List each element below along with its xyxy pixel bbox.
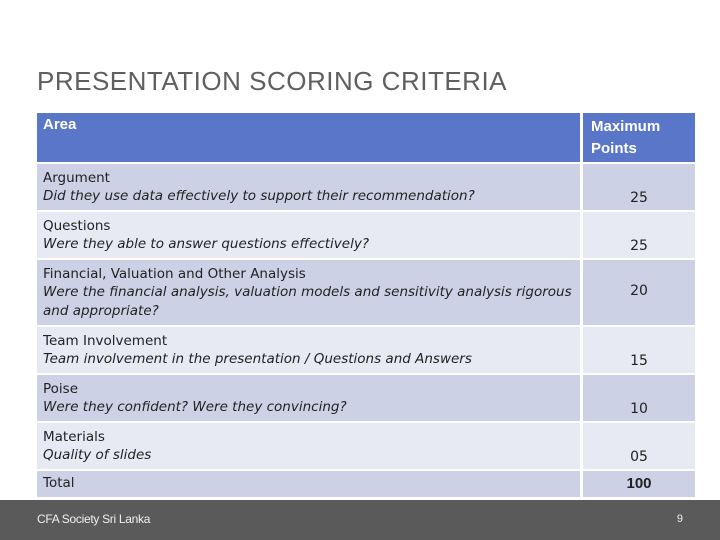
column-header-max-points-line2: Points: [591, 140, 637, 157]
area-name: Team Involvement: [43, 333, 168, 349]
area-cell: [37, 260, 583, 325]
footer-bar: [0, 500, 720, 540]
area-description: Were they able to answer questions effectively?: [43, 236, 369, 252]
scoring-criteria-table: [37, 111, 695, 499]
column-header-max-points-line1: Maximum: [591, 118, 661, 135]
area-cell: [37, 164, 583, 210]
area-cell: [37, 375, 583, 421]
table-row: [37, 164, 695, 210]
total-label: Total: [37, 471, 583, 497]
area-description: Did they use data effectively to support their recommendation?: [43, 188, 475, 204]
area-description: Team involvement in the presentation / Questions and Answers: [43, 351, 472, 367]
points-cell: 10: [583, 375, 695, 421]
area-name: Materials: [43, 429, 105, 445]
area-cell: [37, 423, 583, 469]
table-row: [37, 260, 695, 325]
area-description: Quality of slides: [43, 447, 152, 463]
area-name: Questions: [43, 218, 111, 234]
area-name: Poise: [43, 381, 79, 397]
page-number: 9: [676, 513, 683, 525]
column-header-max-points: [583, 113, 695, 162]
area-cell: [37, 327, 583, 373]
table-row: [37, 327, 695, 373]
points-cell: 15: [583, 327, 695, 373]
points-cell: 25: [583, 164, 695, 210]
points-cell: 25: [583, 212, 695, 258]
table-row: [37, 212, 695, 258]
points-cell: 05: [583, 423, 695, 469]
table-row: [37, 375, 695, 421]
table-header-row: [37, 113, 695, 162]
points-cell: 20: [583, 260, 695, 325]
table-row: [37, 423, 695, 469]
area-cell: [37, 212, 583, 258]
area-name: Argument: [43, 170, 110, 186]
footer-organization: CFA Society Sri Lanka: [37, 512, 151, 526]
area-name: Financial, Valuation and Other Analysis: [43, 266, 306, 282]
area-description: Were the financial analysis, valuation models and sensitivity analysis rigorous and appropriate?: [43, 284, 572, 319]
slide-title: PRESENTATION SCORING CRITERIA: [37, 66, 508, 96]
column-header-area: Area: [37, 113, 583, 162]
total-points: 100: [583, 471, 695, 497]
total-row: [37, 471, 695, 497]
area-description: Were they confident? Were they convincing?: [43, 399, 347, 415]
